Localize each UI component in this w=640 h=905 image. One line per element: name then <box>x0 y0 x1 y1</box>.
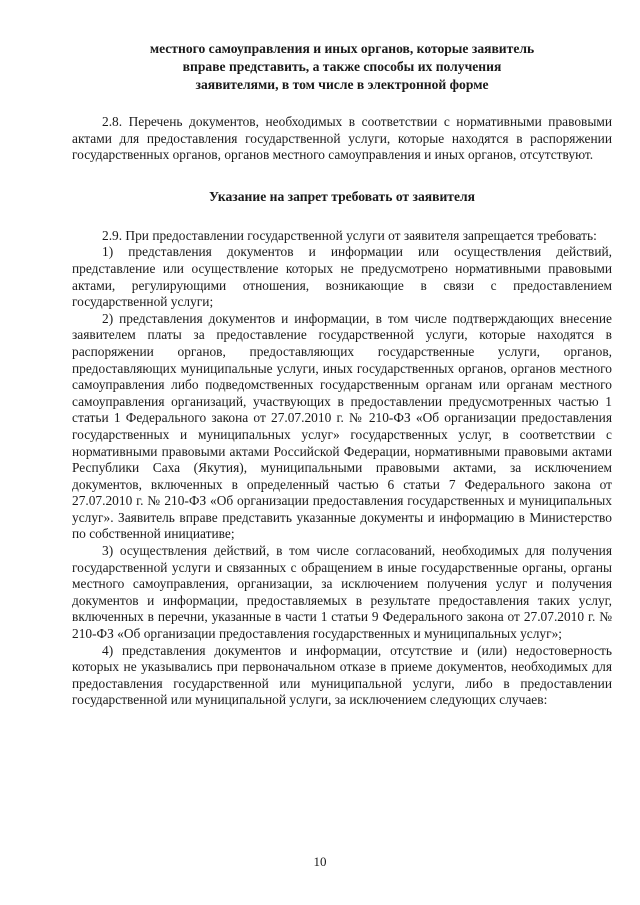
heading-line-1: местного самоуправления и иных органов, которые заявитель <box>149 41 535 56</box>
heading-line-2: вправе представить, а также способы их получения <box>182 59 502 74</box>
paragraph-2-8: 2.8. Перечень документов, необходимых в соответствии с нормативными правовыми актами для предоставления государственной услуги, которые находятся в распоряжении государственных органов, органов местного самоуправления и иных органов, отсутствуют. <box>72 114 612 163</box>
paragraph-2-9: 2.9. При предоставлении государственной услуги от заявителя запрещается требовать: <box>102 227 597 243</box>
list-item-4: 4) представления документов и информации, отсутствие и (или) недостоверность которых не указывались при первоначальном отказе в приеме документов, необходимых для предоставления государственной или муниципальной услуги, либо в предоставлении государственной или муниципальной услуги, за исключением следующих случаев: <box>72 642 612 708</box>
page-number: 10 <box>313 854 327 869</box>
section-heading-prohibition: Указание на запрет требовать от заявителя <box>209 188 475 204</box>
list-item-1: 1) представления документов и информации или осуществления действий, представление или осуществление которых не предусмотрено нормативными правовыми актами, регулирующими отношения, возникающие в связи с предоставлением государственной услуги; <box>72 244 612 310</box>
list-item-2: 2) представления документов и информации, в том числе подтверждающих внесение заявителем платы за предоставление государственной услуги, которые находятся в распоряжении органов, предоставляющих государственные услуги, органов, предоставляющих муниципальные услуги, иных государственных органов, органов местного самоуправления либо подведомственных государственным органам или органам местного самоуправления организаций, участвующих в предоставлении предусмотренных частью 1 статьи 1 Федерального закона от 27.07.2010 г. № 210-ФЗ «Об организации предоставления государственных и муниципальных услуг» государственных услуг, в соответствии с нормативными правовыми актами Российской Федерации, нормативными правовыми актами Республики Саха (Якутия), муниципальными правовыми актами, за исключением документов, включенных в определенный частью 6 статьи 7 Федерального закона от 27.07.2010 г. № 210-ФЗ «Об организации предоставления государственных и муниципальных услуг». Заявитель вправе представить указанные документы и информацию в Министерство по собственной инициативе; <box>72 310 612 542</box>
heading-line-3: заявителями, в том числе в электронной форме <box>195 77 489 92</box>
list-item-3: 3) осуществления действий, в том числе согласований, необходимых для получения государственной услуги и связанных с обращением в иные государственные органы, органы местного самоуправления, организации, за исключением получения услуг и получения документов и информации, предоставляемых в результате предоставления таких услуг, включенных в перечни, указанные в части 1 статьи 9 Федерального закона от 27.07.2010 г. № 210-ФЗ «Об организации предоставления государственных и муниципальных услуг»; <box>72 543 612 642</box>
section-heading-documents <box>72 40 612 94</box>
